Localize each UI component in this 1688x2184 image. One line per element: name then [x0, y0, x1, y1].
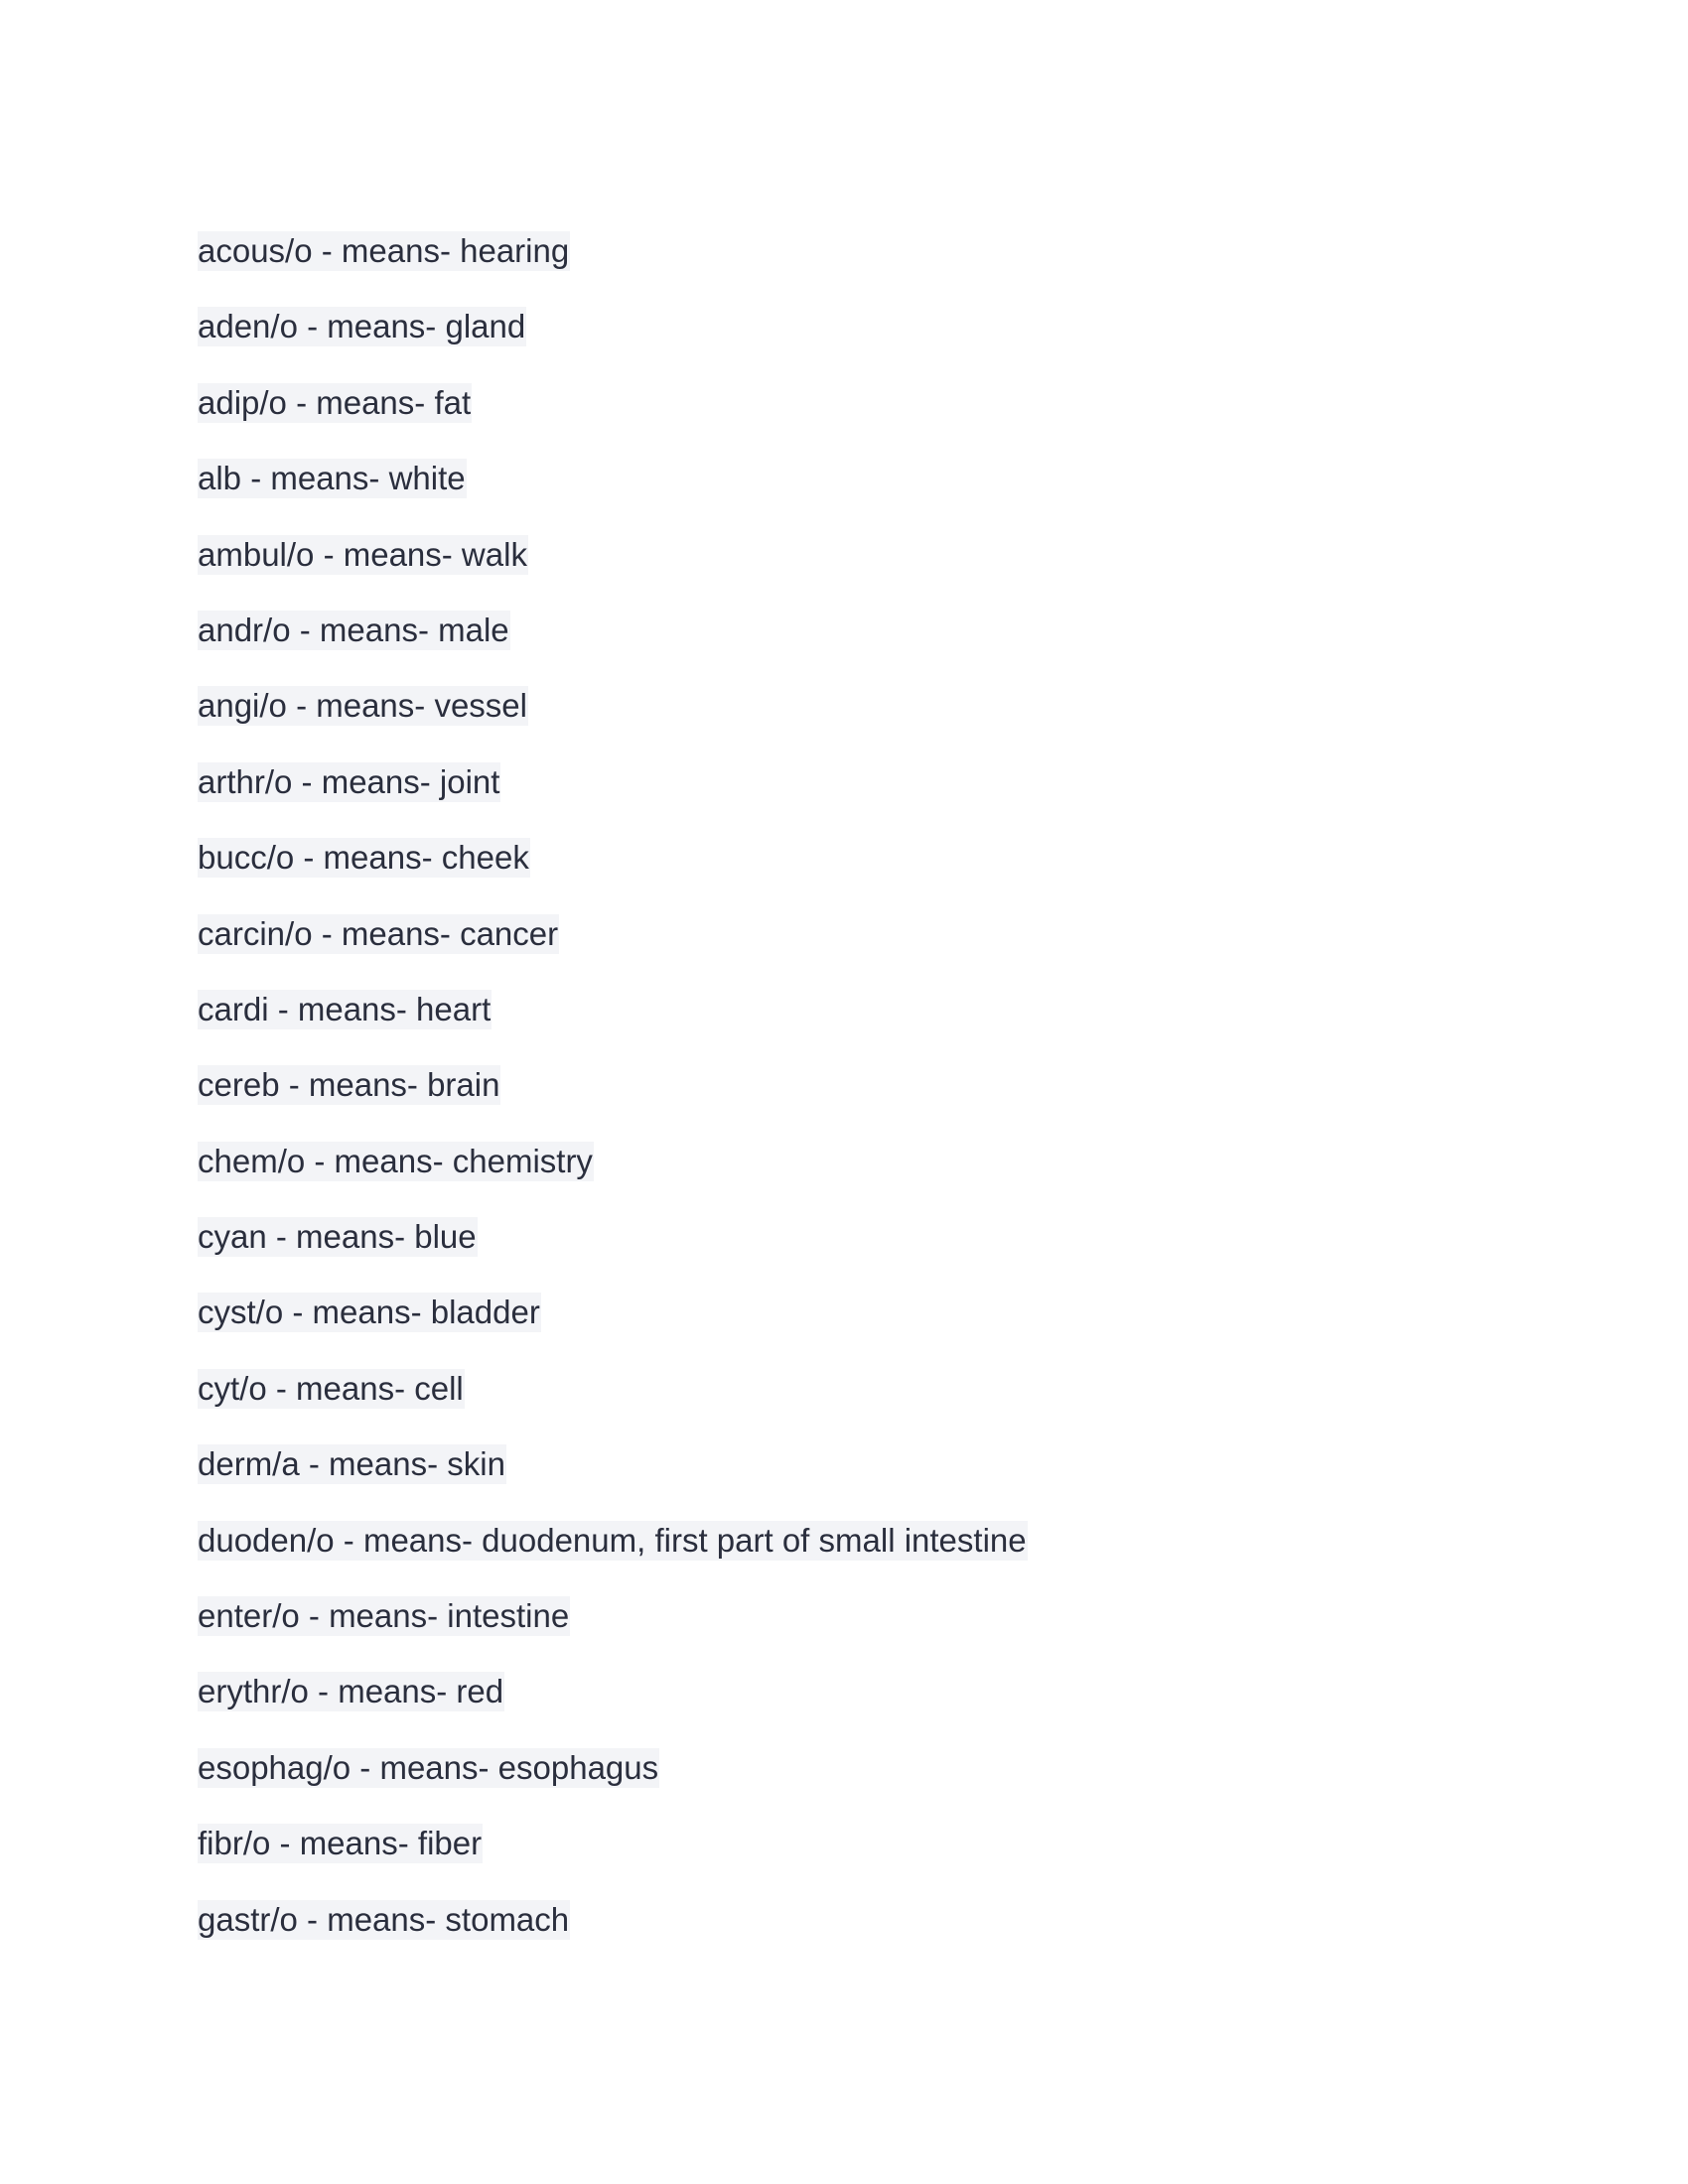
- list-item: [198, 1217, 1028, 1293]
- term-definition: enter/o - means- intestine: [198, 1597, 570, 1635]
- list-item: [198, 1824, 1028, 1899]
- term-definition: ambul/o - means- walk: [198, 535, 527, 573]
- term-definition: chem/o - means- chemistry: [198, 1142, 593, 1179]
- term-definition: cyst/o - means- bladder: [198, 1294, 540, 1331]
- term-definition: carcin/o - means- cancer: [198, 914, 559, 952]
- term-definition: cereb - means- brain: [198, 1066, 500, 1104]
- list-item: [198, 383, 1028, 459]
- term-definition: erythr/o - means- red: [198, 1673, 504, 1710]
- term-definition: gastr/o - means- stomach: [198, 1900, 570, 1938]
- list-item: [198, 231, 1028, 307]
- list-item: [198, 1596, 1028, 1672]
- list-item: [198, 914, 1028, 990]
- list-item: [198, 1900, 1028, 1976]
- list-item: [198, 686, 1028, 761]
- list-item: [198, 307, 1028, 382]
- list-item: [198, 1672, 1028, 1747]
- list-item: [198, 1065, 1028, 1141]
- term-definition: aden/o - means- gland: [198, 308, 526, 345]
- list-item: [198, 990, 1028, 1065]
- term-definition: cyan - means- blue: [198, 1218, 477, 1256]
- term-definition: bucc/o - means- cheek: [198, 839, 529, 877]
- list-item: [198, 611, 1028, 686]
- term-definition: adip/o - means- fat: [198, 383, 472, 421]
- term-definition: angi/o - means- vessel: [198, 687, 527, 725]
- term-definition: acous/o - means- hearing: [198, 232, 570, 269]
- term-definition: alb - means- white: [198, 460, 466, 497]
- list-item: [198, 1521, 1028, 1596]
- list-item: [198, 838, 1028, 913]
- term-definition: arthr/o - means- joint: [198, 762, 500, 800]
- term-definition: andr/o - means- male: [198, 611, 509, 648]
- list-item: [198, 459, 1028, 534]
- list-item: [198, 1748, 1028, 1824]
- list-item: [198, 1142, 1028, 1217]
- term-definition: esophag/o - means- esophagus: [198, 1748, 659, 1786]
- term-definition: fibr/o - means- fiber: [198, 1825, 483, 1862]
- list-item: [198, 1293, 1028, 1368]
- list-item: [198, 1369, 1028, 1444]
- term-definition: duoden/o - means- duodenum, first part of small intestine: [198, 1521, 1027, 1559]
- term-definition: cardi - means- heart: [198, 990, 492, 1027]
- list-item: [198, 1444, 1028, 1520]
- term-definition: cyt/o - means- cell: [198, 1369, 464, 1407]
- term-definition: derm/a - means- skin: [198, 1445, 505, 1483]
- list-item: [198, 535, 1028, 611]
- term-list: [198, 231, 1028, 1976]
- list-item: [198, 762, 1028, 838]
